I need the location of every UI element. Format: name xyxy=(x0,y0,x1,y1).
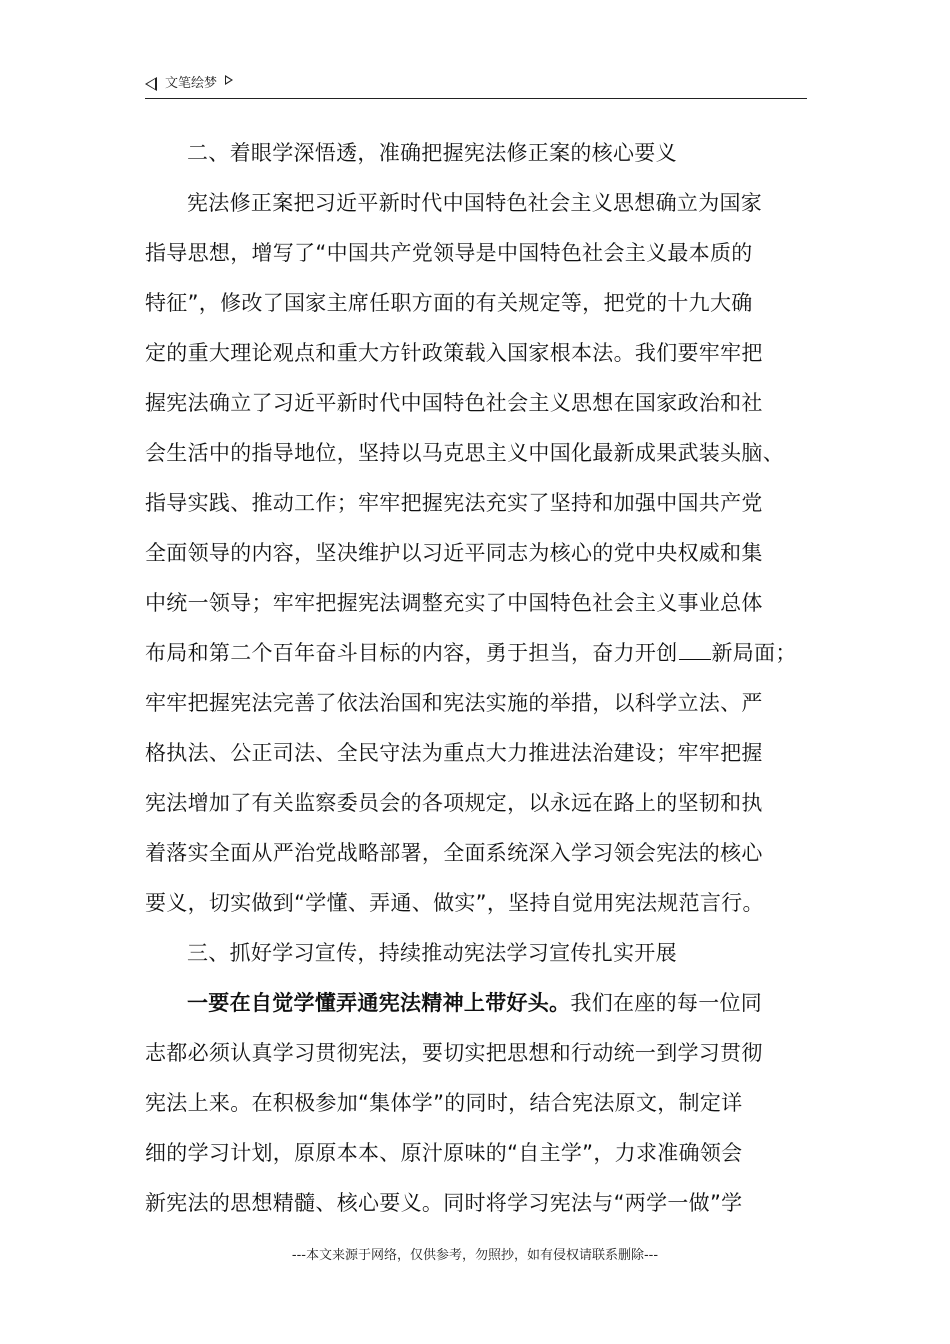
paragraph-line: 特征”，修改了国家主席任职方面的有关规定等，把党的十九大确 xyxy=(145,291,753,315)
blank-line-after-text: 新局面； xyxy=(711,641,797,665)
section-heading: 二、着眼学深悟透，准确把握宪法修正案的核心要义 xyxy=(187,141,677,165)
paragraph-line: 全面领导的内容，坚决维护以习近平同志为核心的党中央权威和集 xyxy=(145,541,763,565)
paragraph-line: 宪法增加了有关监察委员会的各项规定，以永远在路上的坚韧和执 xyxy=(145,791,763,815)
paragraph-line: 宪法修正案把习近平新时代中国特色社会主义思想确立为国家 xyxy=(187,191,763,215)
paragraph-line: 宪法上来。在积极参加“集体学”的同时，结合宪法原文，制定详 xyxy=(145,1091,743,1115)
bold-lead-text: 一要在自觉学懂弄通宪法精神上带好头。 xyxy=(187,991,571,1015)
page-header xyxy=(145,72,807,99)
page-footer: ---本文来源于网络，仅供参考，勿照抄，如有侵权请联系删除--- xyxy=(291,1248,659,1263)
paragraph-line: 要义，切实做到“学懂、弄通、做实”，坚持自觉用宪法规范言行。 xyxy=(145,891,764,915)
document-body xyxy=(145,128,807,1228)
blank-line-before-text: 布局和第二个百年奋斗目标的内容，勇于担当，奋力开创 xyxy=(145,641,678,665)
paragraph-line-with-blank xyxy=(145,628,807,678)
header-content xyxy=(145,74,233,94)
paragraph-line: 志都必须认真学习贯彻宪法，要切实把思想和行动统一到学习贯彻 xyxy=(145,1041,763,1065)
left-triangle-icon xyxy=(145,77,157,91)
lead-rest-text: 我们在座的每一位同 xyxy=(570,991,763,1015)
paragraph-line-lead xyxy=(145,978,807,1028)
paragraph-line: 细的学习计划，原原本本、原汁原味的“自主学”，力求准确领会 xyxy=(145,1141,743,1165)
right-triangle-icon xyxy=(225,75,233,85)
paragraph-line: 新宪法的思想精髓、核心要义。同时将学习宪法与“两学一做”学 xyxy=(145,1191,743,1215)
paragraph-line: 指导思想，增写了“中国共产党领导是中国特色社会主义最本质的 xyxy=(145,241,753,265)
paragraph-line: 格执法、公正司法、全民守法为重点大力推进法治建设；牢牢把握 xyxy=(145,741,763,765)
section-heading: 三、抓好学习宣传，持续推动宪法学习宣传扎实开展 xyxy=(187,941,677,965)
paragraph-line: 中统一领导；牢牢把握宪法调整充实了中国特色社会主义事业总体 xyxy=(145,591,763,615)
paragraph-line: 指导实践、推动工作；牢牢把握宪法充实了坚持和加强中国共产党 xyxy=(145,491,763,515)
paragraph-line: 着落实全面从严治党战略部署，全面系统深入学习领会宪法的核心 xyxy=(145,841,763,865)
paragraph-line: 牢牢把握宪法完善了依法治国和宪法实施的举措，以科学立法、严 xyxy=(145,691,763,715)
paragraph-line: 定的重大理论观点和重大方针政策载入国家根本法。我们要牢牢把 xyxy=(145,341,763,365)
paragraph-line: 握宪法确立了习近平新时代中国特色社会主义思想在国家政治和社 xyxy=(145,391,763,415)
fill-in-blank xyxy=(679,639,711,660)
header-title: 文笔绘梦 xyxy=(165,76,218,91)
paragraph-line: 会生活中的指导地位，坚持以马克思主义中国化最新成果武装头脑、 xyxy=(145,441,784,465)
